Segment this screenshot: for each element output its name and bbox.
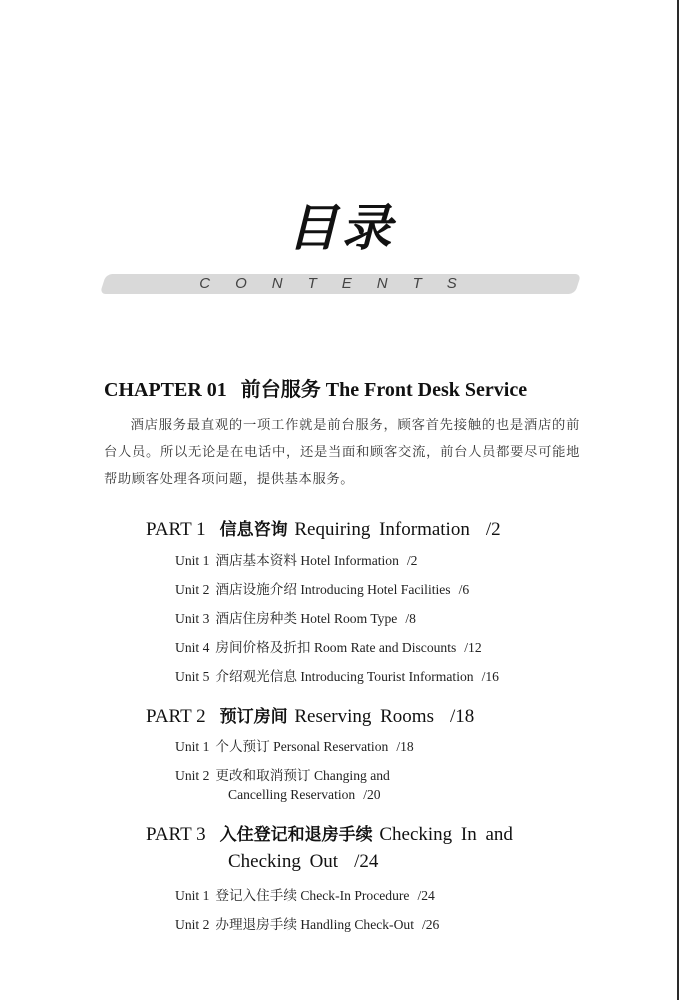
unit-label: Unit 1 (175, 888, 210, 903)
part-page: /2 (485, 519, 501, 540)
toc-part-3[interactable] (146, 820, 513, 846)
unit-title-cn: 介绍观光信息 (215, 669, 297, 685)
unit-title-cn: 酒店设施介绍 (215, 582, 297, 598)
chapter-title-en: The Front Desk Service (325, 379, 528, 401)
toc-unit[interactable] (175, 578, 469, 598)
unit-title-en: Hotel Information (300, 553, 399, 568)
page-title: 目录 (287, 199, 396, 257)
unit-title-en: Hotel Room Type (300, 611, 398, 626)
unit-page: /16 (481, 669, 499, 684)
unit-title-cn: 更改和取消预订 (215, 768, 311, 784)
unit-title-cn: 办理退房手续 (215, 917, 297, 933)
unit-page: /2 (406, 553, 418, 568)
unit-page: /18 (396, 739, 414, 754)
unit-title-cn: 酒店基本资料 (215, 553, 297, 569)
toc-part-3-continuation[interactable] (228, 851, 378, 873)
unit-page: /20 (363, 787, 381, 802)
unit-title-en: Changing and (313, 768, 390, 783)
unit-label: Unit 2 (175, 768, 210, 783)
part-label: PART 3 (146, 824, 206, 845)
page-edge-line (677, 0, 679, 1000)
unit-title-cn: 登记入住手续 (215, 888, 297, 904)
unit-label: Unit 2 (175, 917, 210, 932)
part-title-cn: 预订房间 (219, 707, 288, 726)
unit-title-cn: 个人预订 (215, 739, 270, 755)
toc-unit[interactable] (175, 665, 499, 685)
unit-title-en: Introducing Tourist Information (300, 669, 474, 684)
unit-title-en: Check-In Procedure (300, 888, 410, 903)
unit-label: Unit 1 (175, 553, 210, 568)
part-title-en: Requiring Information (294, 519, 470, 540)
unit-page: /12 (464, 640, 482, 655)
unit-title-cn: 房间价格及折扣 (215, 640, 311, 656)
unit-label: Unit 4 (175, 640, 210, 655)
unit-label: Unit 1 (175, 739, 210, 754)
part-page: /24 (354, 851, 379, 872)
unit-title-en: Room Rate and Discounts (313, 640, 457, 655)
toc-part-2[interactable] (146, 702, 474, 728)
unit-title-cn: 酒店住房种类 (215, 611, 297, 627)
part-title-en-continued: Checking Out (228, 851, 339, 872)
chapter-intro: 酒店服务最直观的一项工作就是前台服务，顾客首先接触的也是酒店的前台人员。所以无论是在电话中，还是当面和顾客交流，前台人员都要尽可能地帮助顾客处理各项问题，提供基本服务。 (104, 418, 580, 487)
unit-label: Unit 3 (175, 611, 210, 626)
chapter-title-cn: 前台服务 (240, 379, 321, 401)
toc-part-1[interactable] (146, 515, 501, 541)
part-title-en: Reserving Rooms (294, 706, 434, 727)
part-title-en: Checking In and (379, 824, 513, 845)
toc-unit-continuation[interactable] (228, 787, 381, 803)
toc-unit[interactable] (175, 764, 390, 784)
unit-title-en: Introducing Hotel Facilities (300, 582, 451, 597)
unit-title-en: Personal Reservation (273, 739, 389, 754)
toc-unit[interactable] (175, 549, 417, 569)
part-title-cn: 入住登记和退房手续 (219, 825, 373, 844)
unit-title-en-continued: Cancelling Reservation (228, 787, 356, 802)
unit-title-en: Handling Check-Out (300, 917, 414, 932)
toc-unit[interactable] (175, 607, 416, 627)
unit-page: /26 (421, 917, 440, 932)
unit-label: Unit 5 (175, 669, 210, 684)
chapter-number: CHAPTER 01 (104, 379, 227, 401)
toc-unit[interactable] (175, 913, 439, 933)
chapter-heading[interactable] (104, 373, 664, 402)
unit-page: /24 (417, 888, 435, 903)
part-label: PART 2 (146, 706, 206, 727)
unit-page: /8 (405, 611, 416, 626)
toc-unit[interactable] (175, 636, 482, 656)
toc-unit[interactable] (175, 884, 435, 904)
toc-unit[interactable] (175, 735, 414, 755)
unit-label: Unit 2 (175, 582, 210, 597)
unit-page: /6 (458, 582, 470, 597)
part-label: PART 1 (146, 519, 206, 540)
part-title-cn: 信息咨询 (219, 520, 288, 539)
contents-label: CONTENTS (199, 275, 482, 292)
part-page: /18 (449, 706, 475, 727)
